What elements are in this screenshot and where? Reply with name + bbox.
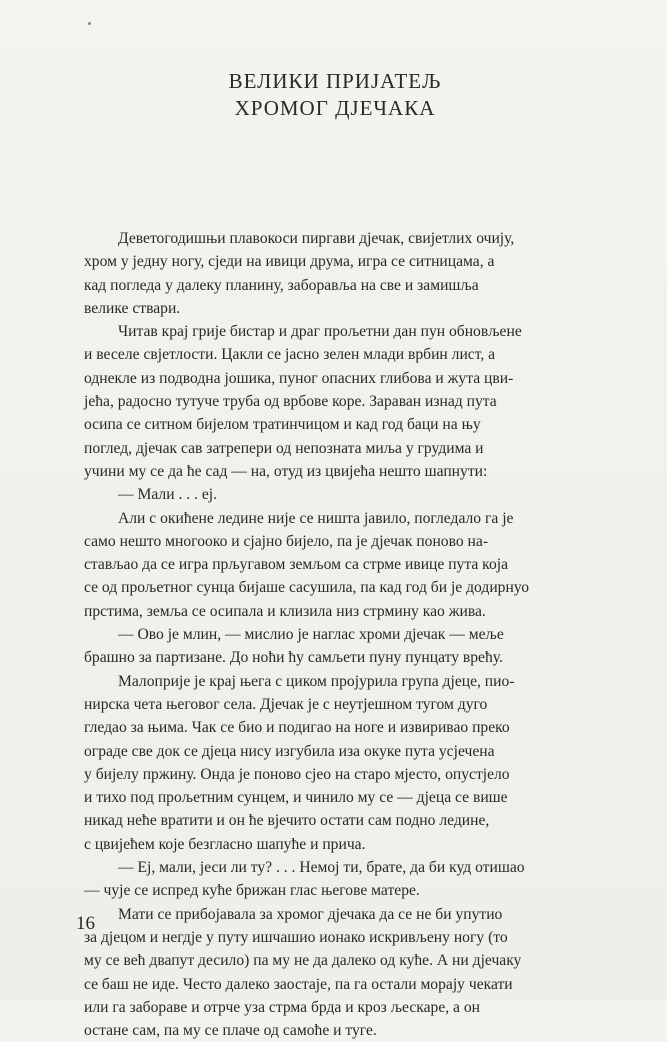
paragraph: — Еј, мали, јеси ли ту? . . . Немој ти, брате, да би куд отишао — чује се испред куће брижан глас његове матере. — [84, 859, 525, 900]
paragraph: Али с окићене ледине није се ништа јавило, погледало га је само нешто многооко и сјајно бијело, па је дјечак поново на- стављао да се игра прљугавом земљом са стрме ивице пута која се од прољетног сунца бијаше сасушила, па кад год би је додирнуо прстима, земља се осипала и клизила низ стрмину као жива. — [84, 509, 530, 620]
chapter-body — [84, 227, 609, 1042]
paragraph: — Ово је млин, — мислио је наглас хроми дјечак — меље брашно за партизане. До ноћи ћу самљети пуну пунцату врећу. — [84, 626, 504, 667]
print-speck — [88, 22, 91, 25]
chapter-title-line-2: ХРОМОГ ДЈЕЧАКА — [234, 96, 436, 120]
paragraph: Мати се прибојавала за хромог дјечака да се не би упутио за дјецом и негдје у путу ишчашио ионако искривљену ногу (то му се већ двапут десило) па му не да далеко од куће. А ни дјечаку се баш не иде. Често далеко заостаје, па га остали морају чекати или га забораве и отрче уза стрма брда и кроз љескаре, а он остане сам, па му се плаче од самоће и туге. — [84, 905, 522, 1040]
paragraph: Деветогодишњи плавокоси пиргави дјечак, свијетлих очију, хром у једну ногу, сједи на ивици друма, игра се ситницама, а кад погледа у далеку планину, заборавља на све и замишља велике ствари. — [84, 230, 515, 317]
paragraph: Читав крај грије бистар и драг прољетни дан пун обновљене и веселе свјетлости. Цакли се јасно зелен млади врбин лист, а однекле из подводна јошика, пуног опасних глибова и жута цви- јећа, радосно тутуче труба од врбове коре. Зараван изнад пута осипа се ситном бијелом тратинчицом и кад год баци на њу поглед, дјечак сав затрепери од непозната миља у грудима и учини му се да ће сад — на, отуд из цвијећа нешто шапнути: — [84, 323, 522, 480]
chapter-title-line-1: ВЕЛИКИ ПРИЈАТЕЉ — [228, 69, 442, 93]
paragraph: Малоприје је крај њега с циком пројурила група дјеце, пио- нирска чета његовог села. Дјечак је с неутјешном тугом дуго гледао за њима. Чак се био и подигао на ноге и извиривао преко ограде све док се дјеца нису изгубила иза окуке пута усјечена у бијелу пржину. Онда је поново сјео на старо мјесто, опустјело и тихо под прољетним сунцем, и чинило му се — дјеца се више никад неће вратити и он ће вјечито остати сам подно ледине, с цвијећем које безгласно шапуће и прича. — [84, 672, 515, 853]
chapter-title — [150, 68, 520, 122]
page-number: 16 — [76, 913, 95, 934]
paragraph: — Мали . . . еј. — [118, 486, 217, 504]
